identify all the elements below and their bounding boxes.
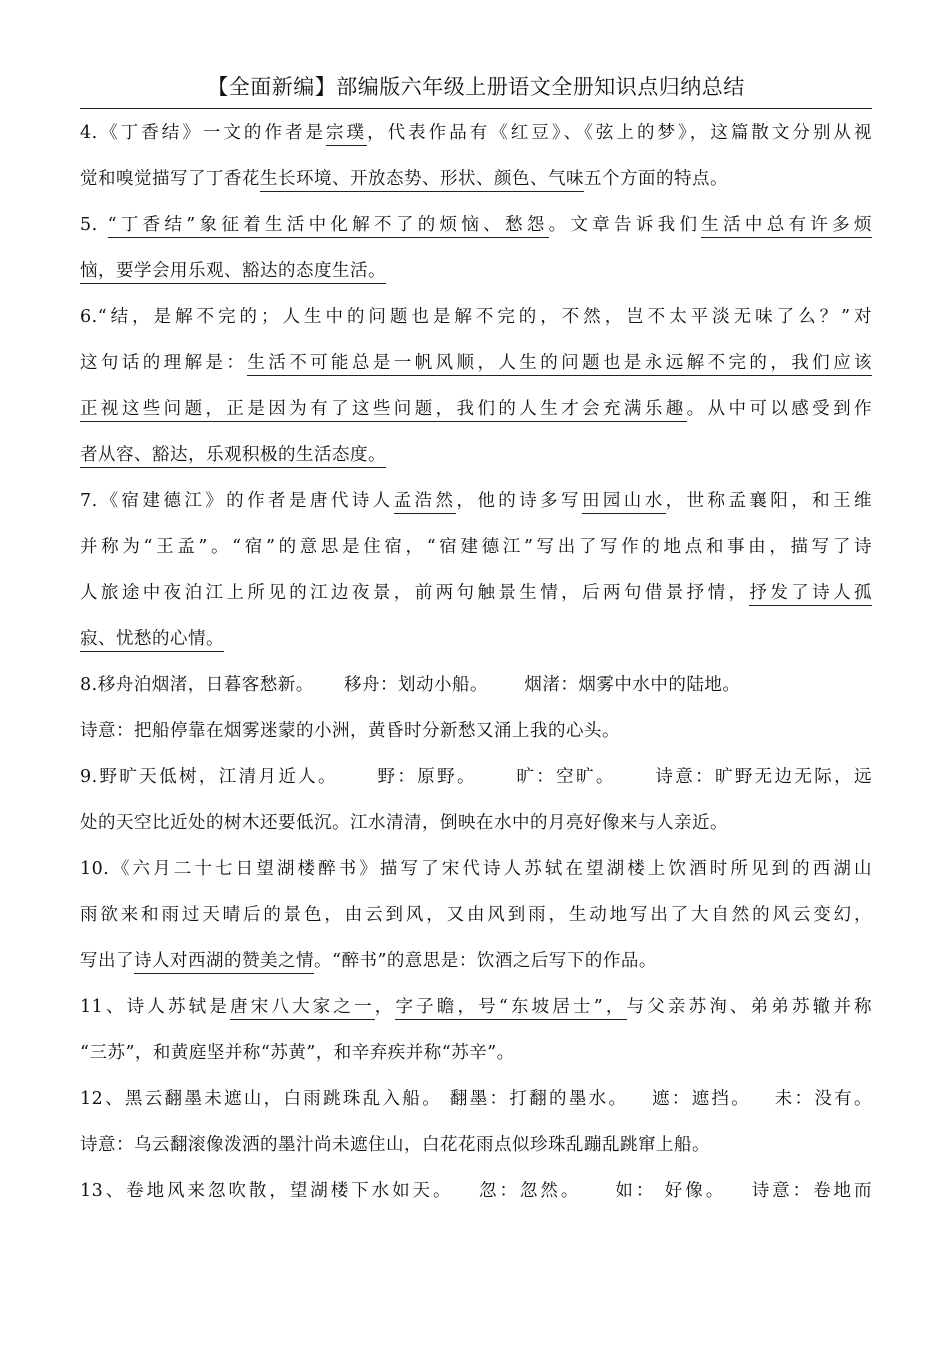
aspects-underline: 生长环境、开放态势、形状、颜色、气味 xyxy=(260,169,584,192)
courtesy-name-underline: 字子瞻，号“东坡居士”， xyxy=(395,997,626,1020)
item-6-line-1: 6.“结，是解不完的；人生中的问题也是解不完的，不然，岂不太平淡无味了么？”对 xyxy=(80,307,872,327)
author-underline: 宗璞 xyxy=(326,123,367,146)
item-7-line-2: 并称为“王孟”。“宿”的意思是住宿，“宿建德江”写出了写作的地点和事由，描写了诗 xyxy=(80,537,872,557)
item-11-line-2: “三苏”，和黄庭坚并称“苏黄”，和辛弃疾并称“苏辛”。 xyxy=(80,1043,515,1063)
item-6-line-4 xyxy=(80,435,872,481)
item-13-line-1: 13、卷地风来忽吹散，望湖楼下水如天。 忽：忽然。 如： 好像。 诗意：卷地而 xyxy=(80,1181,872,1201)
theme-underline: 田园山水 xyxy=(582,491,666,514)
item-10-line-3: 写出了诗人对西湖的赞美之情。“醉书”的意思是：饮酒之后写下的作品。 xyxy=(80,941,872,987)
page-title: 【全面新编】部编版六年级上册语文全册知识点归纳总结 xyxy=(207,75,745,99)
eight-masters-underline: 唐宋八大家之一 xyxy=(230,997,375,1020)
meaning-underline-2: 恼，要学会用乐观、豁达的态度生活。 xyxy=(80,261,386,284)
item-7-line-3: 人旅途中夜泊江上所见的江边夜景，前两句触景生情，后两句借景抒情，抒发了诗人孤 xyxy=(80,573,872,619)
item-7-line-1: 7.《宿建德江》的作者是唐代诗人孟浩然，他的诗多写田园山水，世称孟襄阳，和王维 xyxy=(80,481,872,527)
item-8-line-2: 诗意：把船停靠在烟雾迷蒙的小洲，黄昏时分新愁又涌上我的心头。 xyxy=(80,721,620,741)
understanding-underline-2: 正视这些问题，正是因为有了这些问题，我们的人生才会充满乐趣 xyxy=(80,399,687,422)
attitude-underline: 者从容、豁达，乐观积极的生活态度。 xyxy=(80,445,386,468)
item-12-line-2: 诗意：乌云翻滚像泼洒的墨汁尚未遮住山，白花花雨点似珍珠乱蹦乱跳窜上船。 xyxy=(80,1135,710,1155)
praise-underline: 诗人对西湖的赞美之情 xyxy=(134,951,314,974)
item-11-line-1: 11、诗人苏轼是唐宋八大家之一，字子瞻，号“东坡居士”，与父亲苏洵、弟弟苏辙并称 xyxy=(80,987,872,1033)
item-10-line-1: 10.《六月二十七日望湖楼醉书》描写了宋代诗人苏轼在望湖楼上饮酒时所见到的西湖山 xyxy=(80,859,872,879)
item-9-line-2: 处的天空比近处的树木还要低沉。江水清清，倒映在水中的月亮好像来与人亲近。 xyxy=(80,813,728,833)
item-7-line-4 xyxy=(80,619,872,665)
emotion-underline-2: 寂、忧愁的心情。 xyxy=(80,629,224,652)
poet-underline: 孟浩然 xyxy=(394,491,457,514)
understanding-underline-1: 生活不可能总是一帆风顺，人生的问题也是永远解不完的，我们应该 xyxy=(247,353,872,376)
header-divider xyxy=(80,108,872,109)
symbol-underline: “丁香结”象征着生活中化解不了的烦恼、愁怨 xyxy=(108,215,549,238)
item-5-line-2 xyxy=(80,251,872,297)
item-10-line-2: 雨欲来和雨过天晴后的景色，由云到风，又由风到雨，生动地写出了大自然的风云变幻， xyxy=(80,905,872,925)
item-9-line-1: 9.野旷天低树，江清月近人。 野：原野。 旷：空旷。 诗意：旷野无边无际，远 xyxy=(80,767,872,787)
emotion-underline-1: 抒发了诗人孤 xyxy=(749,583,872,606)
item-12-line-1: 12、黑云翻墨未遮山，白雨跳珠乱入船。 翻墨：打翻的墨水。 遮：遮挡。 未：没有。 xyxy=(80,1089,872,1109)
item-6-line-3: 正视这些问题，正是因为有了这些问题，我们的人生才会充满乐趣。从中可以感受到作 xyxy=(80,389,872,435)
meaning-underline-1: 生活中总有许多烦 xyxy=(701,215,872,238)
item-8-line-1: 8.移舟泊烟渚，日暮客愁新。 移舟：划动小船。 烟渚：烟雾中水中的陆地。 xyxy=(80,675,741,695)
item-4-line-1: 4.《丁香结》一文的作者是宗璞，代表作品有《红豆》、《弦上的梦》，这篇散文分别从视 xyxy=(80,113,872,159)
item-5-line-1: 5. “丁香结”象征着生活中化解不了的烦恼、愁怨。文章告诉我们生活中总有许多烦 xyxy=(80,205,872,251)
document-body xyxy=(80,113,872,1217)
item-4-line-2: 觉和嗅觉描写了丁香花生长环境、开放态势、形状、颜色、气味五个方面的特点。 xyxy=(80,159,872,205)
item-6-line-2: 这句话的理解是：生活不可能总是一帆风顺，人生的问题也是永远解不完的，我们应该 xyxy=(80,343,872,389)
